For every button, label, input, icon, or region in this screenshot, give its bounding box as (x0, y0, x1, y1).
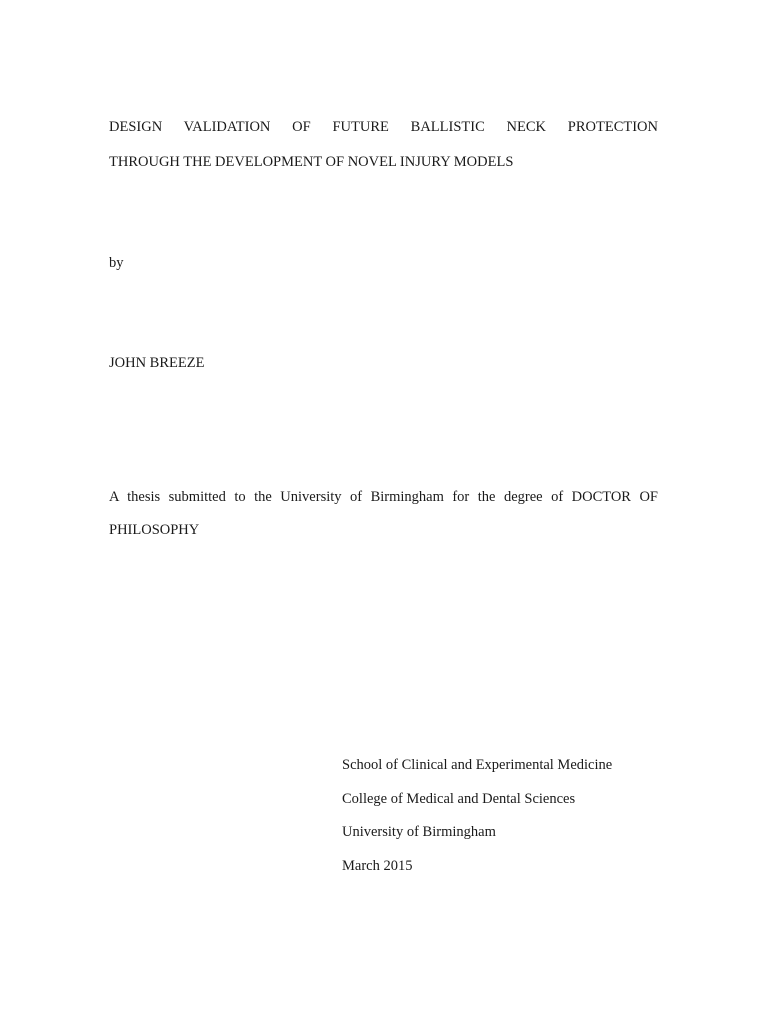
thesis-title-line-1: DESIGN VALIDATION OF FUTURE BALLISTIC NECK PROTECTION (109, 119, 658, 135)
university-name: University of Birmingham (342, 824, 496, 840)
by-label: by (109, 255, 124, 271)
thesis-statement-line-1: A thesis submitted to the University of Birmingham for the degree of DOCTOR OF (109, 489, 658, 505)
thesis-statement-line-2: PHILOSOPHY (109, 522, 200, 538)
college-name: College of Medical and Dental Sciences (342, 790, 576, 807)
thesis-title-line-2: THROUGH THE DEVELOPMENT OF NOVEL INJURY MODELS (109, 154, 514, 170)
affiliation-block (342, 757, 612, 891)
submission-date: March 2015 (342, 857, 413, 874)
school-name: School of Clinical and Experimental Medicine (342, 757, 613, 773)
author-name: JOHN BREEZE (109, 355, 205, 371)
